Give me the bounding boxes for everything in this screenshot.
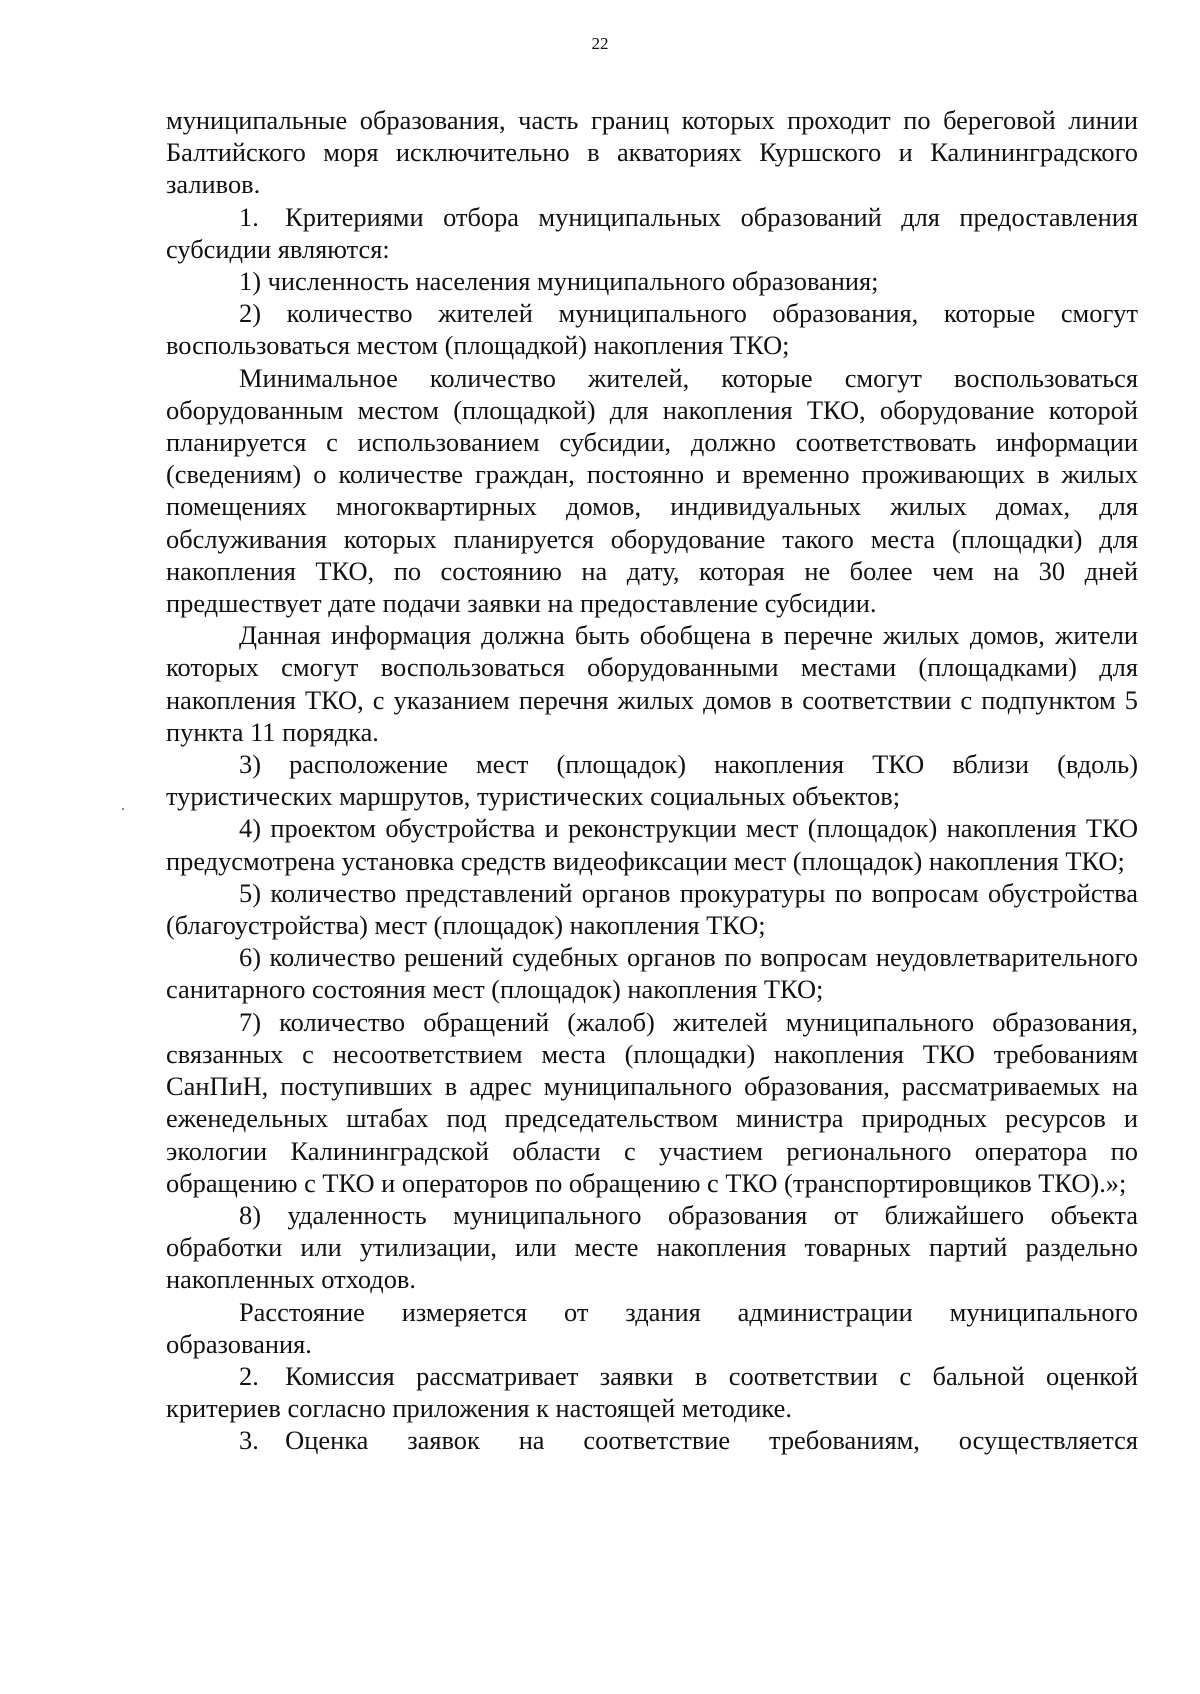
page-number: 22 — [591, 34, 609, 53]
paragraph-application-evaluation: 3. Оценка заявок на соответствие требованиям, осуществляется — [239, 1425, 1138, 1456]
paragraph-criterion-2: 2) количество жителей муниципального образования, которые смогут воспользоваться местом (площадкой) накопления ТКО; — [166, 298, 1138, 361]
document-body — [166, 104, 1138, 1457]
paragraph-information-summary: Данная информация должна быть обобщена в перечне жилых домов, жители которых смогут воспользоваться оборудованными местами (площадками) для накопления ТКО, с указанием перечня жилых домов в соответствии с подпунктом 5 пункта 11 порядка. — [166, 620, 1138, 747]
paragraph-commission-review: 2. Комиссия рассматривает заявки в соответствии с бальной оценкой критериев согласно приложения к настоящей методике. — [166, 1360, 1138, 1424]
paragraph-criterion-5: 5) количество представлений органов прокуратуры по вопросам обустройства (благоустройства) мест (площадок) накопления ТКО; — [166, 877, 1138, 941]
paragraph-criteria-heading: 1. Критериями отбора муниципальных образований для предоставления субсидии являются: — [166, 201, 1138, 264]
paragraph-intro-continuation: муниципальные образования, часть границ которых проходит по береговой линии Балтийского моря исключительно в акваториях Куршского и Калининградского заливов. — [166, 105, 1138, 200]
paragraph-distance-note: Расстояние измеряется от здания администрации муниципального образования. — [166, 1296, 1138, 1359]
paragraph-criterion-4: 4) проектом обустройства и реконструкции мест (площадок) накопления ТКО предусмотрена установка средств видеофиксации мест (площадок) накопления ТКО; — [166, 813, 1138, 876]
paragraph-criterion-8: 8) удаленность муниципального образования от ближайшего объекта обработки или утилизации, или месте накопления товарных партий раздельно накопленных отходов. — [166, 1199, 1138, 1295]
paragraph-criterion-1: 1) численность населения муниципального образования; — [239, 266, 879, 297]
paragraph-criterion-7: 7) количество обращений (жалоб) жителей муниципального образования, связанных с несоответствием места (площадки) накопления ТКО требованиям СанПиН, поступивших в адрес муниципального образования, рассматриваемых на еженедельных штабах под председательством министра природных ресурсов и экологии Калининградской области с участием регионального оператора по обращению с ТКО и операторов по обращению с ТКО (транспортировщиков ТКО).»; — [166, 1006, 1138, 1198]
scan-dot-mark — [122, 808, 124, 810]
paragraph-criterion-3: 3) расположение мест (площадок) накопления ТКО вблизи (вдоль) туристических маршрутов, туристических социальных объектов; — [166, 749, 1138, 812]
paragraph-minimum-residents: Минимальное количество жителей, которые смогут воспользоваться оборудованным местом (площадкой) для накопления ТКО, оборудование которой планируется с использованием субсидии, должно соответствовать информации (сведениям) о количестве граждан, постоянно и временно проживающих в жилых помещениях многоквартирных домов, индивидуальных жилых домах, для обслуживания которых планируется оборудование такого места (площадки) для накопления ТКО, по состоянию на дату, которая не более чем на 30 дней предшествует дате подачи заявки на предоставление субсидии. — [166, 362, 1138, 619]
paragraph-criterion-6: 6) количество решений судебных органов по вопросам неудовлетварительного санитарного состояния мест (площадок) накопления ТКО; — [166, 942, 1138, 1005]
